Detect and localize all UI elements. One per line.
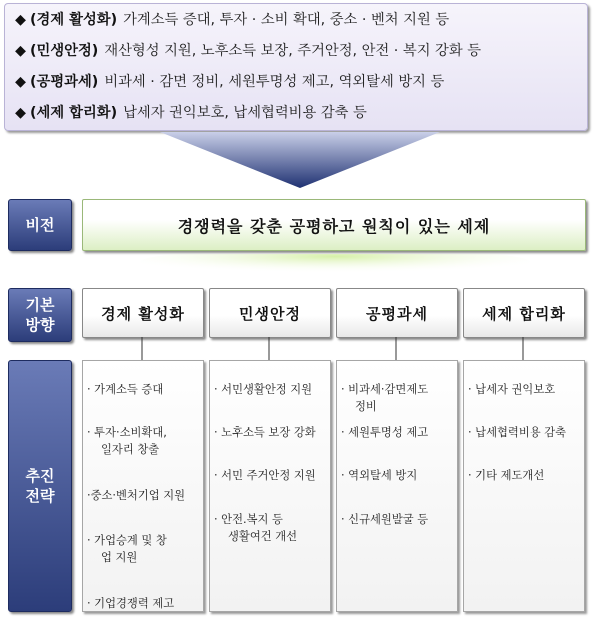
summary-desc: 재산형성 지원, 노후소득 보장, 주거안정, 안전 · 복지 강화 등 xyxy=(104,43,482,59)
strategy-item-text: · 비과세·감면제도 xyxy=(341,383,429,396)
down-arrow-icon xyxy=(160,132,440,188)
strategy-item-text: · 기타 제도개선 xyxy=(468,469,545,482)
strategy-item-text-cont: 정비 xyxy=(355,400,377,413)
strategy-item xyxy=(341,511,455,528)
strategy-column-rationalization xyxy=(463,360,585,612)
direction-label-line2: 방향 xyxy=(25,316,55,334)
summary-tag: (민생안정) xyxy=(30,43,99,59)
strategy-item xyxy=(468,381,582,398)
summary-tag: (공평과세) xyxy=(30,74,99,90)
direction-label xyxy=(8,288,72,342)
strategy-column-livelihood xyxy=(209,360,331,612)
strategy-item-text: · 납세자 권익보호 xyxy=(468,383,556,396)
strategy-label-line1: 추진 xyxy=(25,467,55,485)
strategy-column-fair-tax xyxy=(336,360,458,612)
direction-economy xyxy=(82,288,204,338)
vision-label-text: 비전 xyxy=(25,216,55,234)
strategy-item-text: · 기업경쟁력 제고 xyxy=(87,597,175,610)
strategy-item-text: · 안전.복지 등 xyxy=(214,513,283,526)
summary-tag: (세제 합리화) xyxy=(30,105,118,121)
policy-summary-box xyxy=(4,3,588,131)
strategy-item-text: · 가계소득 증대 xyxy=(87,383,164,396)
vision-text: 경쟁력을 갖춘 공평하고 원칙이 있는 세제 xyxy=(177,216,491,236)
direction-livelihood xyxy=(209,288,331,338)
strategy-item xyxy=(214,381,328,398)
strategy-item-text-cont: 업 지원 xyxy=(101,551,138,564)
direction-text: 민생안정 xyxy=(239,304,301,323)
summary-item-livelihood xyxy=(15,37,481,65)
strategy-item xyxy=(341,424,455,441)
vision-label xyxy=(8,199,72,251)
diamond-bullet-icon: ◆ xyxy=(15,43,26,59)
strategy-item xyxy=(468,424,582,441)
strategy-item-text: · 납세협력비용 감축 xyxy=(468,426,567,439)
strategy-item-text: · 투자·소비확대, xyxy=(87,426,167,439)
strategy-item-text-cont: 생활여건 개선 xyxy=(228,530,298,543)
strategy-item-text-cont: 일자리 창출 xyxy=(101,443,160,456)
summary-item-fair-tax xyxy=(15,68,444,96)
strategy-item xyxy=(341,381,455,415)
direction-text: 경제 활성화 xyxy=(101,304,185,323)
direction-text: 세제 합리화 xyxy=(482,304,566,323)
strategy-label-line2: 전략 xyxy=(25,487,55,505)
direction-label-line1: 기본 xyxy=(25,296,55,314)
summary-item-rationalization xyxy=(15,99,367,127)
strategy-item xyxy=(87,487,201,504)
strategy-item-text: · 세원투명성 제고 xyxy=(341,426,429,439)
strategy-item xyxy=(87,532,201,566)
strategy-item xyxy=(87,424,201,458)
strategy-item-text: · 서민생활안정 지원 xyxy=(214,383,313,396)
direction-rationalization xyxy=(463,288,585,338)
strategy-item xyxy=(87,595,201,612)
direction-text: 공평과세 xyxy=(366,304,428,323)
strategy-label xyxy=(8,360,72,612)
summary-desc: 가계소득 증대, 투자 · 소비 확대, 중소 · 벤처 지원 등 xyxy=(123,12,450,28)
strategy-item xyxy=(341,467,455,484)
strategy-item xyxy=(214,424,328,441)
strategy-column-economy xyxy=(82,360,204,612)
green-arrow-glow-icon xyxy=(140,254,530,278)
strategy-item-text: · 서민 주거안정 지원 xyxy=(214,469,316,482)
strategy-item xyxy=(214,467,328,484)
strategy-item-text: · 노후소득 보장 강화 xyxy=(214,426,316,439)
strategy-item-text: · 가업승계 및 창 xyxy=(87,534,167,547)
diamond-bullet-icon: ◆ xyxy=(15,105,26,121)
strategy-item-text: · 신규세원발굴 등 xyxy=(341,513,429,526)
summary-desc: 비과세 · 감면 정비, 세원투명성 제고, 역외탈세 방지 등 xyxy=(104,74,445,90)
strategy-item-text: · 역외탈세 방지 xyxy=(341,469,418,482)
strategy-item-text: ·중소·벤처기업 지원 xyxy=(87,489,186,502)
summary-tag: (경제 활성화) xyxy=(30,12,118,28)
summary-item-economy xyxy=(15,6,449,34)
summary-desc: 납세자 권익보호, 납세협력비용 감축 등 xyxy=(123,105,367,121)
strategy-item xyxy=(214,511,328,545)
strategy-item xyxy=(468,467,582,484)
direction-fair-tax xyxy=(336,288,458,338)
strategy-item xyxy=(87,381,201,398)
vision-statement xyxy=(82,199,586,251)
diamond-bullet-icon: ◆ xyxy=(15,12,26,28)
diamond-bullet-icon: ◆ xyxy=(15,74,26,90)
